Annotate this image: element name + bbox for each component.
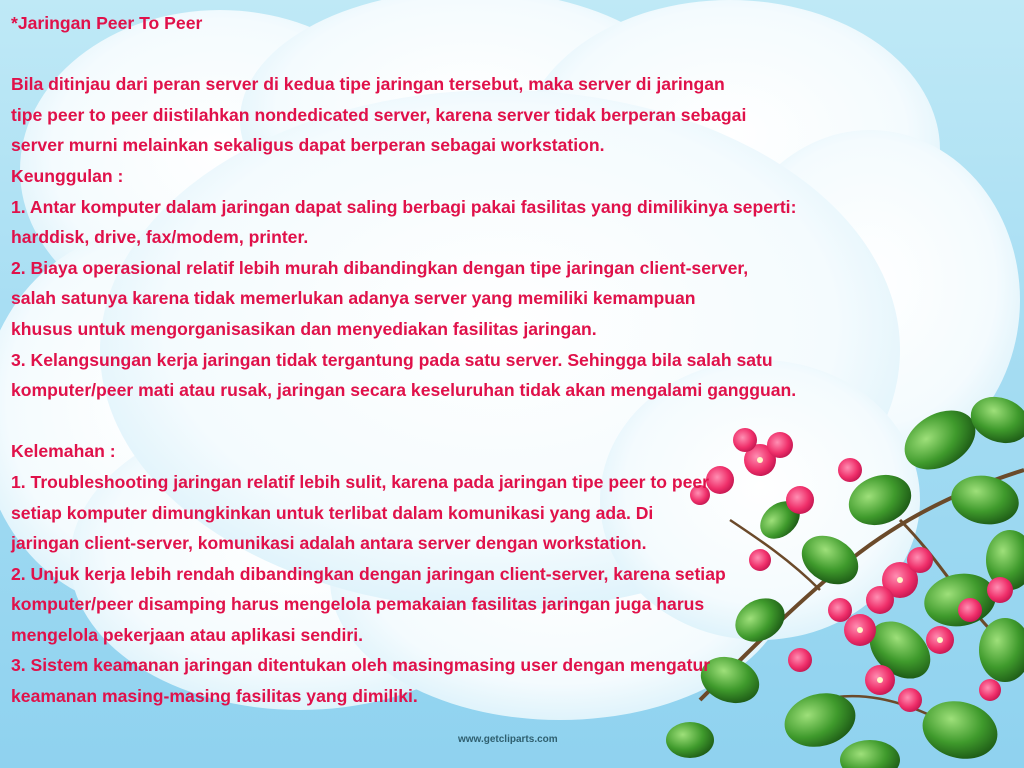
advantage-line: 1. Antar komputer dalam jaringan dapat saling berbagi pakai fasilitas yang dimilikinya seperti:	[11, 196, 797, 217]
disadvantage-line: jaringan client-server, komunikasi adalah antara server dengan workstation.	[11, 533, 647, 554]
intro-line: Bila ditinjau dari peran server di kedua tipe jaringan tersebut, maka server di jaringan	[11, 74, 725, 95]
slide-text	[11, 8, 1016, 712]
advantages-heading: Keunggulan :	[11, 165, 124, 186]
disadvantage-line: mengelola pekerjaan atau aplikasi sendiri.	[11, 624, 364, 645]
disadvantage-line: 3. Sistem keamanan jaringan ditentukan oleh masingmasing user dengan mengatur	[11, 655, 711, 676]
disadvantage-line: setiap komputer dimungkinkan untuk terlibat dalam komunikasi yang ada. Di	[11, 502, 654, 523]
intro-line: tipe peer to peer diistilahkan nondedicated server, karena server tidak berperan sebagai	[11, 104, 747, 125]
slide-title: *Jaringan Peer To Peer	[11, 13, 203, 33]
watermark-text: www.getcliparts.com	[458, 734, 558, 745]
disadvantage-line: komputer/peer disamping harus mengelola pemakaian fasilitas jaringan juga harus	[11, 594, 705, 615]
disadvantage-line: 1. Troubleshooting jaringan relatif lebih sulit, karena pada jaringan tipe peer to peer	[11, 471, 710, 492]
advantage-line: salah satunya karena tidak memerlukan adanya server yang memiliki kemampuan	[11, 288, 696, 309]
disadvantage-line: keamanan masing-masing fasilitas yang dimiliki.	[11, 686, 418, 707]
intro-line: server murni melainkan sekaligus dapat berperan sebagai workstation.	[11, 135, 605, 156]
spacer	[11, 39, 1016, 70]
advantage-line: 2. Biaya operasional relatif lebih murah dibandingkan dengan tipe jaringan client-server,	[11, 257, 749, 278]
disadvantage-line: 2. Unjuk kerja lebih rendah dibandingkan dengan jaringan client-server, karena setiap	[11, 563, 726, 584]
disadvantages-heading: Kelemahan :	[11, 441, 116, 462]
advantage-line: khusus untuk mengorganisasikan dan menyediakan fasilitas jaringan.	[11, 318, 597, 339]
advantage-line: harddisk, drive, fax/modem, printer.	[11, 227, 309, 248]
advantage-line: 3. Kelangsungan kerja jaringan tidak tergantung pada satu server. Sehingga bila salah satu	[11, 349, 773, 370]
advantage-line: komputer/peer mati atau rusak, jaringan secara keseluruhan tidak akan mengalami gangguan.	[11, 380, 797, 401]
spacer	[11, 406, 1016, 437]
